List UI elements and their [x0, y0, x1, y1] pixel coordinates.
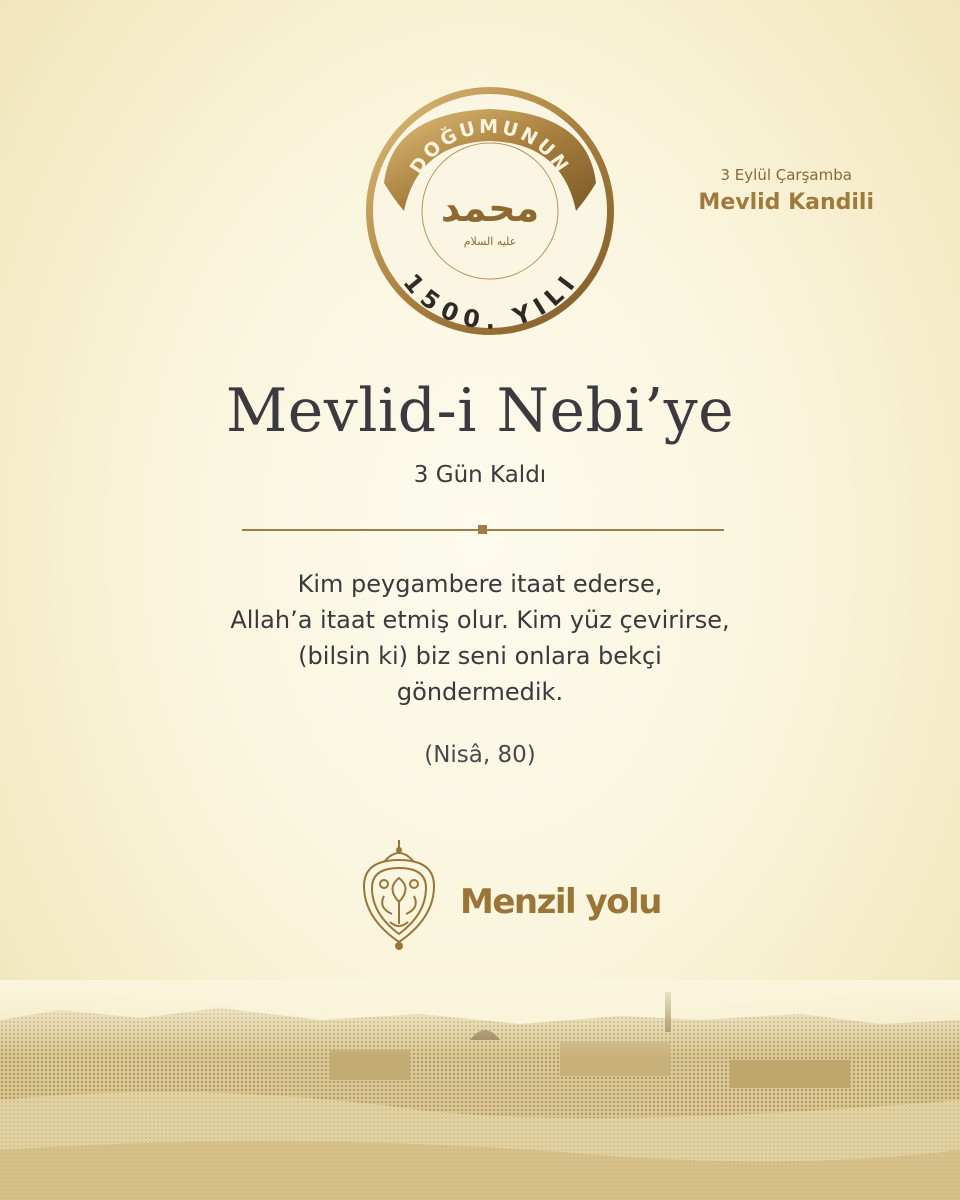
event-date: 3 Eylül Çarşamba — [720, 166, 852, 184]
countdown-text: 3 Gün Kaldı — [413, 462, 547, 488]
verse-line: göndermedik. — [396, 678, 564, 706]
emblem-bottom-text: 1500. YILI — [397, 268, 583, 335]
emblem-top-text: DOĞUMUNUN — [405, 115, 575, 179]
anniversary-emblem — [362, 83, 618, 339]
event-date-block — [698, 166, 874, 215]
honorific-text: عليه السلام — [463, 235, 517, 248]
ornamental-dome-crest-icon — [354, 838, 444, 950]
page-title: Mevlid-i Nebi’ye — [225, 376, 735, 446]
event-name: Mevlid Kandili — [698, 190, 874, 215]
divider-dot — [478, 525, 487, 534]
verse-line: (bilsin ki) biz seni onlara bekçi — [298, 642, 662, 670]
divider — [242, 524, 724, 536]
verse-text — [130, 566, 830, 710]
verse-line: Kim peygambere itaat ederse, — [297, 570, 663, 598]
brand-name: Menzil yolu — [460, 882, 661, 922]
brand-logo-block — [354, 838, 661, 954]
verse-reference: (Nisâ, 80) — [424, 742, 536, 768]
city-landscape-image — [0, 980, 960, 1200]
calligraphy-text: محمد — [440, 186, 540, 230]
verse-line: Allah’a itaat etmiş olur. Kim yüz çevirirse, — [230, 606, 730, 634]
